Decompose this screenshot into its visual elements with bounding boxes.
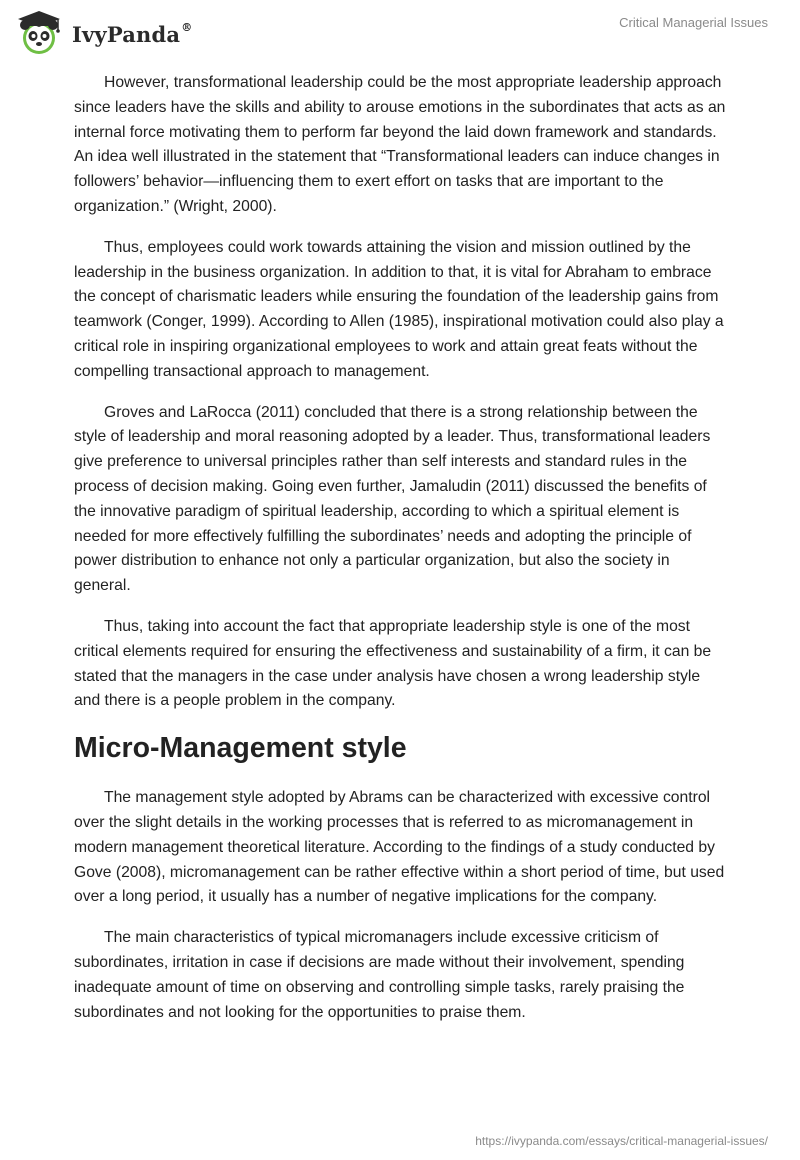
paragraph-micromanager-characteristics: The main characteristics of typical micromanagers include excessive criticism of subordinates, irritation in case if decisions are made without their involvement, spending inadequate amount of time on observing and controlling simple tasks, rarely praising the subordinates and not looking for the opportunities to praise them. bbox=[74, 929, 685, 1021]
registered-mark: ® bbox=[181, 20, 193, 34]
brand-name: IvyPanda® bbox=[72, 20, 193, 47]
document-title: Critical Managerial Issues bbox=[619, 15, 768, 30]
brand-logo[interactable] bbox=[14, 8, 192, 58]
panda-graduation-cap-icon bbox=[14, 8, 64, 58]
paragraph-micromanagement-definition: The management style adopted by Abrams can be characterized with excessive control over the slight details in the working processes that is referred to as micromanagement in modern management theoretical literature. According to the findings of a study conducted by Gove (2008), micromanagement can be rather effective within a short period of time, but used over a long period, it usually has a number of negative implications for the company. bbox=[74, 789, 725, 906]
paragraph-vision-mission: Thus, employees could work towards attaining the vision and mission outlined by the leadership in the business organization. In addition to that, it is vital for Abraham to embrace the concept of charismatic leaders while ensuring the foundation of the leadership gains from teamwork (Conger, 1999). According to Allen (1985), inspirational motivation could also play a critical role in inspiring organizational employees to work and attain great feats without the compelling transactional approach to management. bbox=[74, 238, 724, 380]
section-heading: Micro-Management style bbox=[74, 732, 407, 765]
source-url[interactable]: https://ivypanda.com/essays/critical-managerial-issues/ bbox=[475, 1134, 768, 1148]
paragraph-leadership-style-conclusion: Thus, taking into account the fact that appropriate leadership style is one of the most critical elements required for ensuring the effectiveness and sustainability of a firm, it can be stated that the managers in the case under analysis have chosen a wrong leadership style and there is a people problem in the company. bbox=[74, 617, 712, 710]
article-body bbox=[74, 71, 730, 1041]
paragraph-moral-reasoning: Groves and LaRocca (2011) concluded that there is a strong relationship between the style of leadership and moral reasoning adopted by a leader. Thus, transformational leaders give preference to universal principles rather than self interests and standard rules in the process of decision making. Going even further, Jamaludin (2011) discussed the benefits of the innovative paradigm of spiritual leadership, according to which a spiritual element is needed for more effectively fulfilling the subordinates’ needs and adopting the principle of power distribution to enhance not only a particular organization, but also the society in general. bbox=[74, 403, 711, 595]
paragraph-transformational-leadership: However, transformational leadership could be the most appropriate leadership approach since leaders have the skills and ability to arouse emotions in the subordinates that acts as an internal force motivating them to perform far beyond the laid down framework and standards. An idea well illustrated in the statement that “Transformational leaders can induce changes in followers’ behavior—influencing them to exert effort on tasks that are important to the organization.” (Wright, 2000). bbox=[74, 74, 726, 215]
